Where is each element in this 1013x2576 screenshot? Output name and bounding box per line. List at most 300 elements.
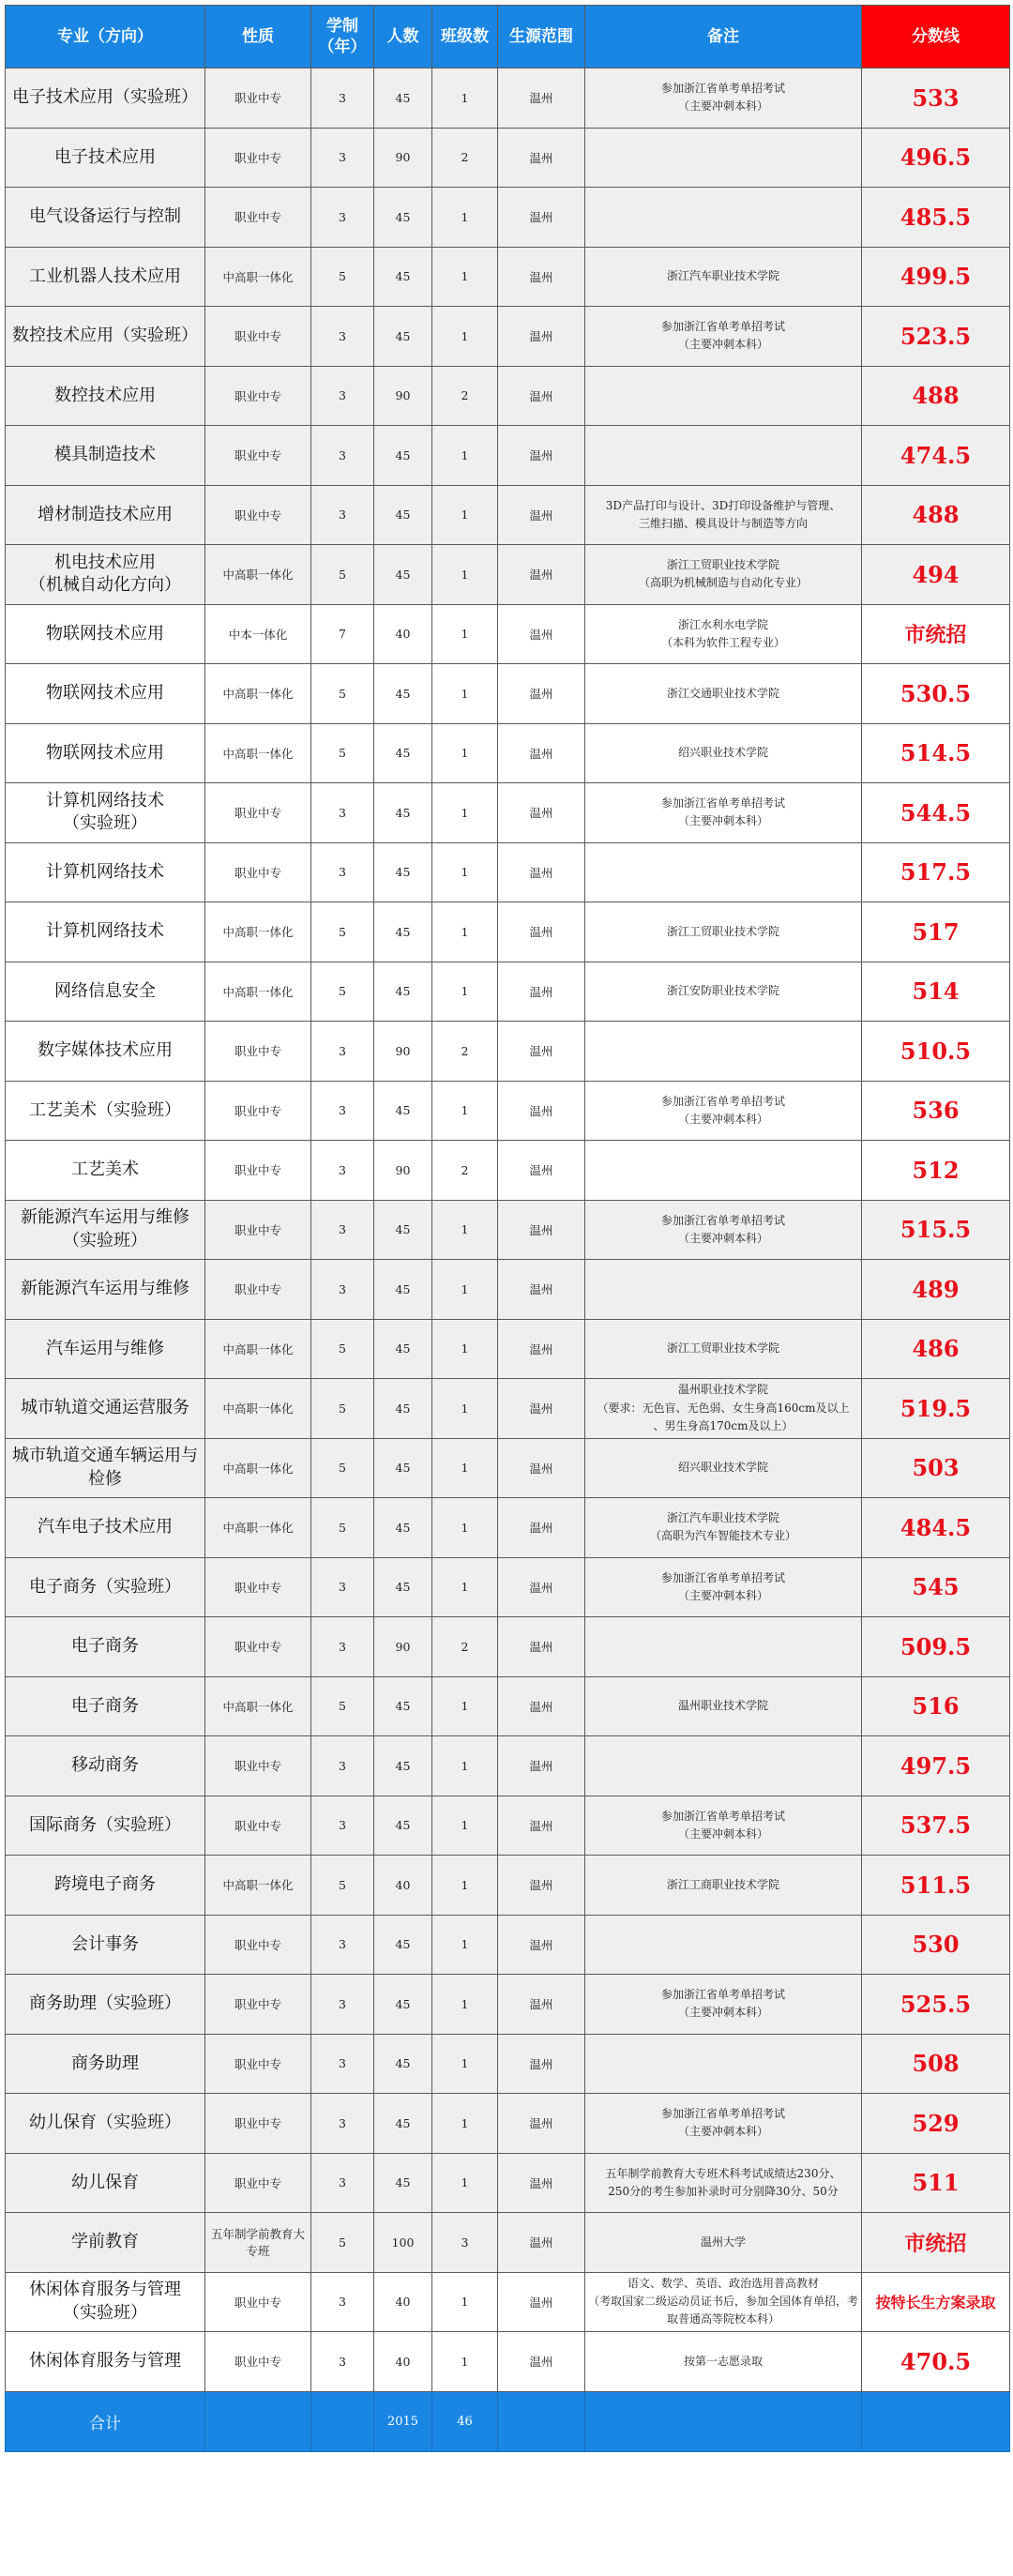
cell-count: 45	[374, 247, 432, 307]
cell-major: 移动商务	[6, 1736, 205, 1796]
header-row	[6, 6, 1010, 68]
cell-count: 45	[374, 1736, 432, 1796]
cell-years: 3	[311, 1081, 374, 1141]
cell-classes: 1	[432, 723, 498, 783]
total-classes: 46	[432, 2391, 498, 2451]
cell-count: 45	[374, 1081, 432, 1141]
cell-years: 3	[311, 1915, 374, 1975]
cell-count: 45	[374, 485, 432, 545]
cell-score: 533	[862, 68, 1010, 129]
cell-years: 5	[311, 1319, 374, 1379]
cell-type: 职业中专	[205, 128, 311, 188]
table-row	[6, 426, 1010, 486]
cell-type: 中高职一体化	[205, 1856, 311, 1916]
cell-type: 职业中专	[205, 1796, 311, 1856]
table-row	[6, 664, 1010, 724]
cell-major: 休闲体育服务与管理	[6, 2332, 205, 2392]
cell-major: 新能源汽车运用与维修	[6, 1260, 205, 1320]
cell-type: 中高职一体化	[205, 1676, 311, 1736]
cell-note: 浙江安防职业技术学院	[585, 962, 862, 1022]
cell-source: 温州	[498, 2094, 585, 2154]
cell-type: 职业中专	[205, 1557, 311, 1617]
cell-source: 温州	[498, 1796, 585, 1856]
table-row	[6, 723, 1010, 783]
cell-classes: 1	[432, 1557, 498, 1617]
cell-classes: 2	[432, 1022, 498, 1082]
cell-classes: 1	[432, 188, 498, 248]
cell-score: 517.5	[862, 842, 1010, 902]
cell-note: 参加浙江省单考单招考试 （主要冲刺本科）	[585, 2094, 862, 2154]
cell-source: 温州	[498, 1022, 585, 1082]
table-row	[6, 2034, 1010, 2094]
table-row	[6, 1141, 1010, 1201]
cell-count: 45	[374, 1319, 432, 1379]
cell-count: 40	[374, 604, 432, 664]
cell-major: 计算机网络技术	[6, 842, 205, 902]
cell-score: 486	[862, 1319, 1010, 1379]
header-years: 学制（年）	[311, 6, 374, 68]
cell-type: 职业中专	[205, 1081, 311, 1141]
cell-count: 45	[374, 68, 432, 129]
cell-classes: 1	[432, 2332, 498, 2392]
cell-classes: 1	[432, 2272, 498, 2332]
cell-classes: 1	[432, 1915, 498, 1975]
cell-note: 温州大学	[585, 2213, 862, 2273]
cell-type: 职业中专	[205, 188, 311, 248]
cell-note: 3D产品打印与设计、3D打印设备维护与管理、 三维扫描、模具设计与制造等方向	[585, 485, 862, 545]
cell-note: 五年制学前教育大专班术科考试成绩达230分、 250分的考生参加补录时可分别降30分、50分	[585, 2153, 862, 2213]
cell-classes: 1	[432, 2153, 498, 2213]
cell-source: 温州	[498, 902, 585, 962]
table-row	[6, 188, 1010, 248]
cell-score: 519.5	[862, 1379, 1010, 1439]
cell-source: 温州	[498, 1319, 585, 1379]
cell-type: 职业中专	[205, 1022, 311, 1082]
cell-note: 参加浙江省单考单招考试 （主要冲刺本科）	[585, 783, 862, 843]
cell-major: 工艺美术	[6, 1141, 205, 1201]
cell-source: 温州	[498, 723, 585, 783]
cell-note: 参加浙江省单考单招考试 （主要冲刺本科）	[585, 1796, 862, 1856]
cell-type: 职业中专	[205, 2332, 311, 2392]
cell-score: 509.5	[862, 1617, 1010, 1677]
cell-source: 温州	[498, 604, 585, 664]
cell-years: 3	[311, 1260, 374, 1320]
cell-years: 3	[311, 842, 374, 902]
table-row	[6, 1438, 1010, 1498]
cell-source: 温州	[498, 1498, 585, 1558]
cell-major: 网络信息安全	[6, 962, 205, 1022]
cell-score: 按特长生方案录取	[862, 2272, 1010, 2332]
cell-source: 温州	[498, 664, 585, 724]
cell-source: 温州	[498, 307, 585, 367]
cell-score: 512	[862, 1141, 1010, 1201]
cell-score: 508	[862, 2034, 1010, 2094]
cell-source: 温州	[498, 426, 585, 486]
cell-count: 45	[374, 1915, 432, 1975]
table-row	[6, 1796, 1010, 1856]
cell-years: 3	[311, 1975, 374, 2035]
cell-source: 温州	[498, 68, 585, 129]
total-empty	[498, 2391, 585, 2451]
cell-score: 514.5	[862, 723, 1010, 783]
cell-classes: 1	[432, 1200, 498, 1260]
cell-classes: 1	[432, 1081, 498, 1141]
cell-major: 机电技术应用 （机械自动化方向）	[6, 545, 205, 605]
cell-source: 温州	[498, 2272, 585, 2332]
cell-years: 5	[311, 545, 374, 605]
cell-note: 浙江汽车职业技术学院 （高职为汽车智能技术专业）	[585, 1498, 862, 1558]
cell-source: 温州	[498, 1200, 585, 1260]
cell-type: 中高职一体化	[205, 545, 311, 605]
cell-type: 五年制学前教育大专班	[205, 2213, 311, 2273]
table-row	[6, 366, 1010, 426]
cell-count: 45	[374, 1260, 432, 1320]
cell-source: 温州	[498, 1736, 585, 1796]
cell-note: 浙江汽车职业技术学院	[585, 247, 862, 307]
cell-major: 工业机器人技术应用	[6, 247, 205, 307]
cell-note	[585, 1915, 862, 1975]
cell-count: 90	[374, 1141, 432, 1201]
total-empty	[862, 2391, 1010, 2451]
cell-type: 职业中专	[205, 842, 311, 902]
cell-count: 45	[374, 188, 432, 248]
cell-major: 物联网技术应用	[6, 664, 205, 724]
cell-classes: 1	[432, 307, 498, 367]
cell-classes: 1	[432, 1498, 498, 1558]
cell-score: 470.5	[862, 2332, 1010, 2392]
cell-major: 国际商务（实验班）	[6, 1796, 205, 1856]
cell-count: 100	[374, 2213, 432, 2273]
cell-classes: 1	[432, 2094, 498, 2154]
cell-classes: 1	[432, 1319, 498, 1379]
cell-score: 484.5	[862, 1498, 1010, 1558]
table-row	[6, 2213, 1010, 2273]
cell-years: 3	[311, 2094, 374, 2154]
cell-type: 职业中专	[205, 783, 311, 843]
cell-major: 电子商务	[6, 1676, 205, 1736]
cell-source: 温州	[498, 1260, 585, 1320]
cell-count: 40	[374, 2272, 432, 2332]
cell-note: 参加浙江省单考单招考试 （主要冲刺本科）	[585, 68, 862, 129]
cell-count: 90	[374, 1617, 432, 1677]
cell-major: 物联网技术应用	[6, 604, 205, 664]
cell-count: 45	[374, 1379, 432, 1439]
cell-years: 3	[311, 188, 374, 248]
cell-note: 浙江水利水电学院 （本科为软件工程专业）	[585, 604, 862, 664]
cell-source: 温州	[498, 1081, 585, 1141]
cell-major: 计算机网络技术	[6, 902, 205, 962]
cell-score: 530	[862, 1915, 1010, 1975]
cell-score: 516	[862, 1676, 1010, 1736]
cell-classes: 1	[432, 783, 498, 843]
cell-years: 7	[311, 604, 374, 664]
cell-note	[585, 1141, 862, 1201]
table-row	[6, 1915, 1010, 1975]
cell-count: 45	[374, 1438, 432, 1498]
cell-classes: 1	[432, 247, 498, 307]
table-row	[6, 2272, 1010, 2332]
cell-years: 5	[311, 664, 374, 724]
cell-classes: 1	[432, 1260, 498, 1320]
cell-score: 544.5	[862, 783, 1010, 843]
cell-count: 45	[374, 1676, 432, 1736]
cell-count: 40	[374, 2332, 432, 2392]
cell-source: 温州	[498, 1438, 585, 1498]
header-source: 生源范围	[498, 6, 585, 68]
cell-classes: 1	[432, 664, 498, 724]
cell-source: 温州	[498, 1975, 585, 2035]
cell-score: 529	[862, 2094, 1010, 2154]
cell-major: 电子商务（实验班）	[6, 1557, 205, 1617]
cell-major: 幼儿保育	[6, 2153, 205, 2213]
cell-source: 温州	[498, 783, 585, 843]
cell-score: 515.5	[862, 1200, 1010, 1260]
cell-source: 温州	[498, 842, 585, 902]
cell-score: 497.5	[862, 1736, 1010, 1796]
cell-type: 中高职一体化	[205, 962, 311, 1022]
cell-note: 参加浙江省单考单招考试 （主要冲刺本科）	[585, 1557, 862, 1617]
cell-count: 45	[374, 307, 432, 367]
table-row	[6, 128, 1010, 188]
cell-count: 45	[374, 1796, 432, 1856]
total-row	[6, 2391, 1010, 2451]
cell-major: 汽车运用与维修	[6, 1319, 205, 1379]
header-count: 人数	[374, 6, 432, 68]
cell-years: 5	[311, 723, 374, 783]
cell-type: 职业中专	[205, 426, 311, 486]
cell-score: 537.5	[862, 1796, 1010, 1856]
cell-count: 90	[374, 128, 432, 188]
cell-major: 跨境电子商务	[6, 1856, 205, 1916]
cell-note: 浙江工贸职业技术学院	[585, 1319, 862, 1379]
cell-major: 会计事务	[6, 1915, 205, 1975]
cell-type: 中高职一体化	[205, 902, 311, 962]
cell-note: 浙江交通职业技术学院	[585, 664, 862, 724]
cell-classes: 2	[432, 1141, 498, 1201]
cell-source: 温州	[498, 1676, 585, 1736]
cell-count: 45	[374, 962, 432, 1022]
cell-type: 中本一体化	[205, 604, 311, 664]
cell-major: 休闲体育服务与管理 （实验班）	[6, 2272, 205, 2332]
cell-type: 中高职一体化	[205, 247, 311, 307]
cell-score: 市统招	[862, 2213, 1010, 2273]
cell-major: 数控技术应用	[6, 366, 205, 426]
cell-major: 商务助理	[6, 2034, 205, 2094]
cell-classes: 3	[432, 2213, 498, 2273]
cell-score: 485.5	[862, 188, 1010, 248]
table-row	[6, 1260, 1010, 1320]
cell-classes: 2	[432, 1617, 498, 1677]
cell-note: 绍兴职业技术学院	[585, 723, 862, 783]
cell-source: 温州	[498, 2034, 585, 2094]
enrollment-score-table	[5, 5, 1010, 2452]
cell-type: 中高职一体化	[205, 1379, 311, 1439]
cell-type: 职业中专	[205, 1975, 311, 2035]
cell-source: 温州	[498, 1617, 585, 1677]
cell-count: 45	[374, 664, 432, 724]
cell-years: 5	[311, 962, 374, 1022]
table-row	[6, 1736, 1010, 1796]
cell-score: 514	[862, 962, 1010, 1022]
cell-score: 489	[862, 1260, 1010, 1320]
cell-count: 45	[374, 1498, 432, 1558]
table-row	[6, 1319, 1010, 1379]
cell-count: 40	[374, 1856, 432, 1916]
cell-source: 温州	[498, 485, 585, 545]
cell-type: 职业中专	[205, 2153, 311, 2213]
total-empty	[205, 2391, 311, 2451]
table-row	[6, 1557, 1010, 1617]
cell-count: 45	[374, 2153, 432, 2213]
cell-major: 增材制造技术应用	[6, 485, 205, 545]
cell-score: 474.5	[862, 426, 1010, 486]
header-type: 性质	[205, 6, 311, 68]
total-empty	[585, 2391, 862, 2451]
cell-type: 职业中专	[205, 1200, 311, 1260]
cell-source: 温州	[498, 545, 585, 605]
cell-note: 按第一志愿录取	[585, 2332, 862, 2392]
cell-years: 3	[311, 68, 374, 129]
table-row	[6, 545, 1010, 605]
table-row	[6, 1022, 1010, 1082]
cell-major: 电子技术应用	[6, 128, 205, 188]
cell-years: 3	[311, 128, 374, 188]
cell-type: 中高职一体化	[205, 723, 311, 783]
cell-classes: 1	[432, 902, 498, 962]
cell-note: 浙江工贸职业技术学院	[585, 902, 862, 962]
table-row	[6, 2332, 1010, 2392]
cell-classes: 1	[432, 1379, 498, 1439]
cell-type: 职业中专	[205, 68, 311, 129]
cell-score: 510.5	[862, 1022, 1010, 1082]
cell-major: 电子商务	[6, 1617, 205, 1677]
cell-note	[585, 1260, 862, 1320]
cell-type: 职业中专	[205, 1915, 311, 1975]
cell-type: 职业中专	[205, 2034, 311, 2094]
cell-major: 城市轨道交通车辆运用与检修	[6, 1438, 205, 1498]
cell-note: 绍兴职业技术学院	[585, 1438, 862, 1498]
cell-major: 工艺美术（实验班）	[6, 1081, 205, 1141]
cell-classes: 1	[432, 426, 498, 486]
cell-years: 5	[311, 1379, 374, 1439]
cell-classes: 2	[432, 366, 498, 426]
cell-years: 3	[311, 2034, 374, 2094]
cell-years: 3	[311, 307, 374, 367]
table-row	[6, 1379, 1010, 1439]
cell-score: 511.5	[862, 1856, 1010, 1916]
cell-classes: 1	[432, 1676, 498, 1736]
cell-type: 职业中专	[205, 2094, 311, 2154]
table-row	[6, 902, 1010, 962]
table-row	[6, 1975, 1010, 2035]
cell-count: 45	[374, 902, 432, 962]
cell-type: 中高职一体化	[205, 664, 311, 724]
cell-note: 浙江工商职业技术学院	[585, 1856, 862, 1916]
cell-note	[585, 188, 862, 248]
cell-source: 温州	[498, 1379, 585, 1439]
table-row	[6, 2094, 1010, 2154]
table-row	[6, 1498, 1010, 1558]
cell-years: 3	[311, 1617, 374, 1677]
cell-source: 温州	[498, 128, 585, 188]
cell-source: 温州	[498, 366, 585, 426]
cell-score: 503	[862, 1438, 1010, 1498]
cell-type: 职业中专	[205, 1736, 311, 1796]
cell-classes: 1	[432, 962, 498, 1022]
table-row	[6, 1617, 1010, 1677]
cell-score: 536	[862, 1081, 1010, 1141]
cell-count: 45	[374, 1200, 432, 1260]
cell-years: 3	[311, 485, 374, 545]
cell-years: 3	[311, 1141, 374, 1201]
cell-years: 3	[311, 1200, 374, 1260]
cell-note	[585, 842, 862, 902]
table-row	[6, 485, 1010, 545]
cell-note	[585, 426, 862, 486]
cell-major: 数控技术应用（实验班）	[6, 307, 205, 367]
cell-years: 3	[311, 2272, 374, 2332]
cell-type: 职业中专	[205, 1141, 311, 1201]
cell-score: 市统招	[862, 604, 1010, 664]
cell-note	[585, 1022, 862, 1082]
cell-type: 职业中专	[205, 307, 311, 367]
cell-years: 3	[311, 783, 374, 843]
cell-note	[585, 1736, 862, 1796]
cell-classes: 1	[432, 842, 498, 902]
cell-count: 90	[374, 366, 432, 426]
cell-note: 参加浙江省单考单招考试 （主要冲刺本科）	[585, 1975, 862, 2035]
cell-type: 中高职一体化	[205, 1319, 311, 1379]
cell-type: 职业中专	[205, 485, 311, 545]
table-row	[6, 842, 1010, 902]
cell-score: 488	[862, 366, 1010, 426]
cell-years: 3	[311, 2153, 374, 2213]
cell-classes: 1	[432, 1975, 498, 2035]
cell-note	[585, 366, 862, 426]
cell-note: 温州职业技术学院	[585, 1676, 862, 1736]
cell-classes: 1	[432, 2034, 498, 2094]
cell-source: 温州	[498, 1557, 585, 1617]
cell-major: 电气设备运行与控制	[6, 188, 205, 248]
table-row	[6, 1856, 1010, 1916]
cell-score: 530.5	[862, 664, 1010, 724]
cell-classes: 1	[432, 1736, 498, 1796]
cell-note	[585, 1617, 862, 1677]
table-row	[6, 783, 1010, 843]
cell-count: 45	[374, 2034, 432, 2094]
cell-classes: 1	[432, 545, 498, 605]
cell-note: 参加浙江省单考单招考试 （主要冲刺本科）	[585, 307, 862, 367]
cell-years: 3	[311, 1736, 374, 1796]
cell-count: 45	[374, 1557, 432, 1617]
cell-note: 温州职业技术学院 （要求：无色盲、无色弱、女生身高160cm及以上 、男生身高170cm及以上）	[585, 1379, 862, 1439]
table-row	[6, 1081, 1010, 1141]
cell-source: 温州	[498, 247, 585, 307]
cell-source: 温州	[498, 188, 585, 248]
cell-note: 参加浙江省单考单招考试 （主要冲刺本科）	[585, 1200, 862, 1260]
cell-score: 499.5	[862, 247, 1010, 307]
cell-years: 3	[311, 1796, 374, 1856]
cell-years: 5	[311, 2213, 374, 2273]
cell-count: 45	[374, 2094, 432, 2154]
cell-major: 新能源汽车运用与维修 （实验班）	[6, 1200, 205, 1260]
cell-score: 488	[862, 485, 1010, 545]
header-major: 专业（方向）	[6, 6, 205, 68]
cell-major: 物联网技术应用	[6, 723, 205, 783]
cell-source: 温州	[498, 1856, 585, 1916]
cell-major: 计算机网络技术 （实验班）	[6, 783, 205, 843]
cell-count: 45	[374, 426, 432, 486]
